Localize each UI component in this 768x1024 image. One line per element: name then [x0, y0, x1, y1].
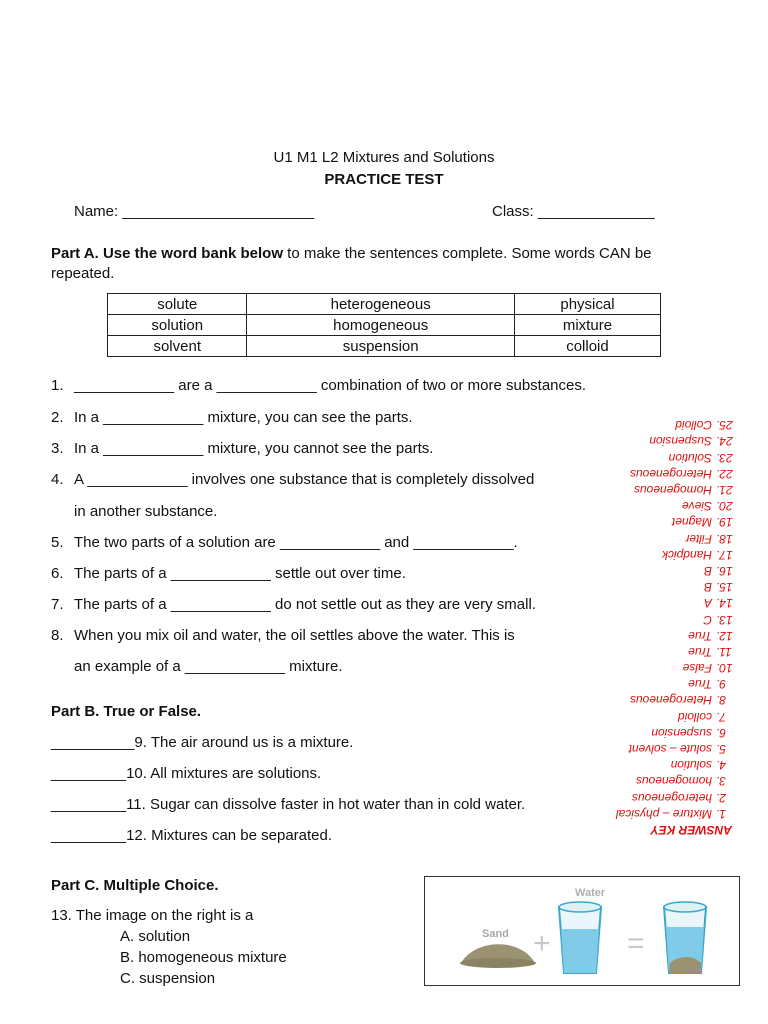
answer-key-number: 11.	[716, 644, 732, 659]
answer-key-item	[590, 417, 740, 433]
answer-key-item	[590, 466, 740, 482]
answer-key-item	[590, 514, 740, 530]
true-false-item: _________10. All mixtures are solutions.	[51, 765, 322, 782]
sand-water-figure	[424, 876, 740, 986]
question-text: In a ____________ mixture, you cannot see the parts.	[74, 440, 434, 457]
choice-option: C. suspension	[120, 970, 216, 987]
question-text: When you mix oil and water, the oil settles above the water. This is	[74, 627, 515, 644]
answer-key-answer: solution	[670, 758, 712, 773]
answer-key-number: 21.	[716, 483, 733, 498]
answer-key-answer: Homogeneous	[633, 483, 712, 498]
answer-key-item	[590, 806, 740, 822]
answer-key-answer: colloid	[677, 709, 712, 724]
answer-key-item	[590, 725, 740, 741]
answer-key-answer: Handpick	[661, 547, 712, 562]
answer-key-number: 14.	[716, 596, 733, 611]
word-bank-cell: heterogeneous	[247, 294, 514, 315]
true-false-item: _________11. Sugar can dissolve faster in hot water than in cold water.	[51, 796, 526, 813]
question-text: ____________ are a ____________ combination of two or more substances.	[74, 377, 587, 394]
word-bank-row	[108, 294, 661, 315]
word-bank-cell: solvent	[108, 336, 247, 357]
water-fill	[561, 929, 599, 973]
word-bank-cell: suspension	[247, 336, 514, 357]
question-number: 2.	[51, 409, 64, 426]
word-bank-cell: mixture	[514, 315, 660, 336]
answer-key-item	[590, 773, 740, 789]
water-label: Water	[575, 887, 606, 899]
answer-key-number: 25.	[716, 418, 733, 433]
word-bank-cell: physical	[514, 294, 660, 315]
question-item	[51, 565, 406, 582]
answer-key-answer: Mixture – physical	[615, 806, 712, 821]
question-item	[51, 627, 515, 644]
answer-key-answer: B	[703, 580, 712, 595]
answer-key-number: 12.	[716, 628, 733, 643]
answer-key-answer: True	[688, 644, 712, 659]
word-bank-table	[107, 293, 661, 357]
answer-key-item	[590, 482, 740, 498]
answer-key-answer: True	[688, 677, 712, 692]
sand-pile-base	[460, 958, 536, 968]
answer-key-item	[590, 547, 740, 563]
word-bank-cell: solution	[108, 315, 247, 336]
answer-key-number: 8.	[716, 693, 727, 708]
question-item	[51, 596, 536, 613]
choice-option: B. homogeneous mixture	[120, 949, 287, 966]
answer-key-number: 16.	[716, 564, 733, 578]
answer-key-number: 5.	[716, 742, 727, 757]
answer-key-item	[590, 789, 740, 805]
water-cup-rim	[559, 902, 601, 912]
answer-key-number: 19.	[716, 515, 733, 530]
sand-label: Sand	[482, 928, 509, 940]
answer-key-item	[590, 741, 740, 757]
answer-key-number: 17.	[716, 547, 733, 562]
word-bank-cell: colloid	[514, 336, 660, 357]
question-number: 5.	[51, 534, 64, 551]
question-number: 3.	[51, 440, 64, 457]
answer-key-answer: False	[682, 661, 712, 676]
answer-key-item	[590, 628, 740, 644]
answer-key-number: 10.	[716, 661, 733, 676]
name-field-label: Name: _______________________	[74, 203, 315, 220]
answer-key-answer: solute – solvent	[628, 742, 712, 757]
answer-key-answer: suspension	[651, 725, 712, 740]
answer-key-number: 15.	[716, 580, 733, 595]
answer-key-answer: Sieve	[681, 499, 712, 514]
answer-key-answer: Solution	[668, 450, 712, 465]
answer-key-answer: B	[703, 564, 712, 578]
answer-key-answer: A	[703, 596, 712, 611]
question-item	[51, 377, 586, 394]
question-item	[51, 409, 413, 426]
equals-sign: =	[627, 927, 645, 960]
word-bank-cell: solute	[108, 294, 247, 315]
answer-key-item	[590, 433, 740, 449]
answer-key-number: 9.	[716, 677, 727, 692]
answer-key-number: 4.	[716, 758, 727, 773]
upside-down-answer-key	[590, 408, 740, 838]
question-text: The two parts of a solution are ____________ and ____________.	[74, 534, 518, 551]
part-a-heading	[51, 245, 652, 262]
question-text-continued: in another substance.	[74, 503, 218, 520]
true-false-item: _________12. Mixtures can be separated.	[51, 827, 333, 844]
answer-key-item	[590, 660, 740, 676]
worksheet-title: U1 M1 L2 Mixtures and Solutions	[273, 149, 495, 166]
answer-key-answer: C	[703, 612, 712, 627]
answer-key-item	[590, 644, 740, 660]
question-text: In a ____________ mixture, you can see the parts.	[74, 409, 413, 426]
part-c-heading: Part C. Multiple Choice.	[51, 877, 219, 894]
answer-key-number: 6.	[716, 725, 727, 740]
answer-key-item	[590, 530, 740, 546]
question-item	[51, 440, 433, 457]
answer-key-item	[590, 579, 740, 595]
answer-key-item	[590, 676, 740, 692]
answer-key-answer: Heterogeneous	[629, 693, 712, 708]
class-field-label: Class: ______________	[492, 203, 655, 220]
plus-sign: +	[533, 927, 551, 960]
choice-option: A. solution	[120, 928, 191, 945]
question-text: The parts of a ____________ settle out over time.	[74, 565, 406, 582]
answer-key-answer: Filter	[685, 531, 712, 546]
answer-key-number: 18.	[716, 531, 733, 546]
word-bank-row	[108, 315, 661, 336]
part-a-heading-rest: to make the sentences complete. Some words CAN be	[283, 245, 652, 262]
question-number: 8.	[51, 627, 64, 644]
answer-key-number: 13.	[716, 612, 733, 627]
answer-key-item	[590, 757, 740, 773]
answer-key-answer: Heterogeneous	[629, 466, 712, 481]
answer-key-answer: heterogeneous	[631, 790, 712, 805]
answer-key-number: 23.	[716, 450, 733, 465]
question-item	[51, 471, 534, 488]
worksheet-subtitle: PRACTICE TEST	[324, 171, 444, 188]
answer-key-number: 7.	[716, 709, 727, 724]
sand-plus-water-illustration	[425, 877, 739, 985]
answer-key-item	[590, 595, 740, 611]
answer-key-number: 3.	[716, 774, 727, 789]
answer-key-title: ANSWER KEY	[650, 823, 732, 837]
suspension-cup-rim	[664, 902, 706, 912]
answer-key-answer: True	[688, 628, 712, 643]
answer-key-answer: Suspension	[649, 434, 712, 449]
answer-key-number: 1.	[716, 806, 727, 821]
part-a-heading-bold: Part A. Use the word bank below	[51, 245, 283, 262]
question-number: 1.	[51, 377, 64, 394]
question-number: 7.	[51, 596, 64, 613]
question-text: The parts of a ____________ do not settle out as they are very small.	[74, 596, 536, 613]
answer-key-list	[590, 417, 740, 822]
answer-key-answer: homogeneous	[635, 774, 712, 789]
question-number: 6.	[51, 565, 64, 582]
answer-key-answer: Colloid	[675, 418, 712, 433]
answer-key-number: 24.	[716, 434, 733, 449]
answer-key-number: 2.	[716, 790, 727, 805]
answer-key-item	[590, 450, 740, 466]
word-bank-row	[108, 336, 661, 357]
question-text: A ____________ involves one substance that is completely dissolved	[74, 471, 535, 488]
question-item	[51, 534, 518, 551]
multiple-choice-question: 13. The image on the right is a	[51, 907, 254, 924]
answer-key-item	[590, 498, 740, 514]
answer-key-item	[590, 611, 740, 627]
answer-key-number: 22.	[716, 466, 733, 481]
true-false-item: __________9. The air around us is a mixture.	[51, 734, 354, 751]
word-bank-cell: homogeneous	[247, 315, 514, 336]
answer-key-item	[590, 709, 740, 725]
answer-key-number: 20.	[716, 499, 733, 514]
answer-key-answer: Magnet	[671, 515, 712, 530]
part-b-heading: Part B. True or False.	[51, 703, 202, 720]
question-number: 4.	[51, 471, 64, 488]
answer-key-item	[590, 563, 740, 579]
question-text-continued: an example of a ____________ mixture.	[74, 658, 343, 675]
part-a-heading-line2: repeated.	[51, 265, 115, 282]
answer-key-item	[590, 692, 740, 708]
